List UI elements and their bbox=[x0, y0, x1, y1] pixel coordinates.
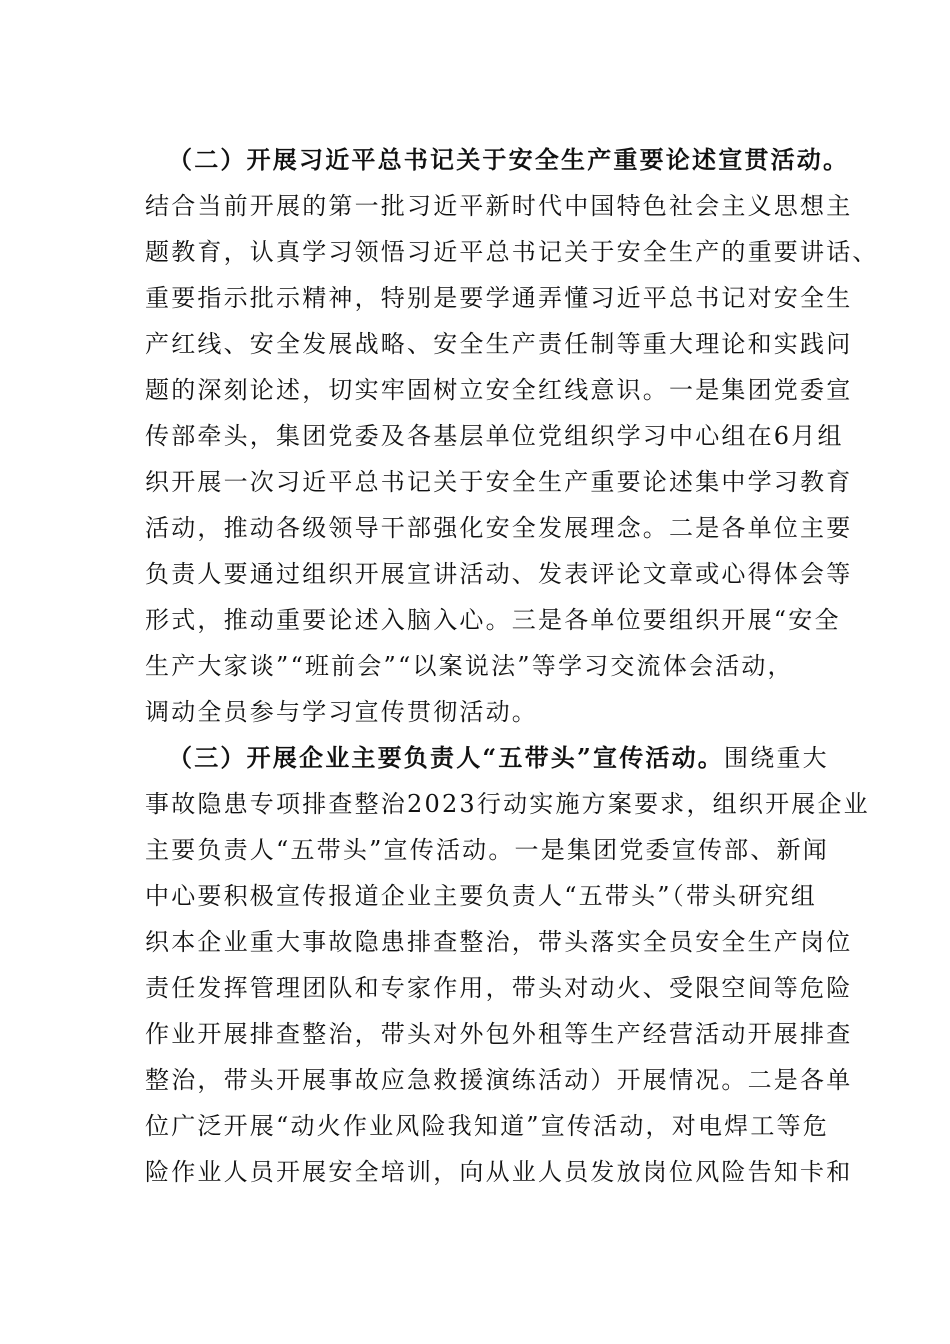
paragraph-line: 负责人要通过组织开展宣讲活动、发表评论文章或心得体会等 bbox=[145, 560, 853, 588]
paragraph-line: 形式，推动重要论述入脑入心。三是各单位要组织开展“安全 bbox=[145, 606, 841, 634]
section-3-heading-line bbox=[168, 741, 848, 775]
paragraph-line: 险作业人员开展安全培训，向从业人员发放岗位风险告知卡和 bbox=[145, 1158, 853, 1186]
paragraph-line: 传部牵头，集团党委及各基层单位党组织学习中心组在6月组 bbox=[145, 422, 844, 450]
section-2-heading: （二）开展习近平总书记关于安全生产重要论述宣贯活动。 bbox=[168, 145, 850, 174]
paragraph-line: 活动，推动各级领导干部强化安全发展理念。二是各单位主要 bbox=[145, 514, 853, 542]
paragraph-line: 生产大家谈”“班前会”“以案说法”等学习交流体会活动， bbox=[145, 652, 794, 680]
paragraph-line: 位广泛开展“动火作业风险我知道”宣传活动，对电焊工等危 bbox=[145, 1112, 829, 1140]
paragraph-line: 织本企业重大事故隐患排查整治，带头落实全员安全生产岗位 bbox=[145, 928, 853, 956]
paragraph-line: 事故隐患专项排查整治2023行动实施方案要求，组织开展企业 bbox=[145, 790, 870, 818]
paragraph-line: 整治，带头开展事故应急救援演练活动）开展情况。二是各单 bbox=[145, 1066, 853, 1094]
paragraph-line: 题教育，认真学习领悟习近平总书记关于安全生产的重要讲话、 bbox=[145, 238, 879, 266]
paragraph-line: 责任发挥管理团队和专家作用，带头对动火、受限空间等危险 bbox=[145, 974, 853, 1002]
paragraph-line: 主要负责人“五带头”宣传活动。一是集团党委宣传部、新闻 bbox=[145, 836, 829, 864]
paragraph-line: 题的深刻论述，切实牢固树立安全红线意识。一是集团党委宣 bbox=[145, 376, 853, 404]
section-3-heading-rest: 围绕重大 bbox=[724, 744, 829, 772]
paragraph-line: 作业开展排查整治，带头对外包外租等生产经营活动开展排查 bbox=[145, 1020, 853, 1048]
paragraph-line: 中心要积极宣传报道企业主要负责人“五带头”（带头研究组 bbox=[145, 882, 817, 910]
paragraph-line: 产红线、安全发展战略、安全生产责任制等重大理论和实践问 bbox=[145, 330, 853, 358]
paragraph-line: 织开展一次习近平总书记关于安全生产重要论述集中学习教育 bbox=[145, 468, 853, 496]
section-3-heading: （三）开展企业主要负责人“五带头”宣传活动。 bbox=[168, 743, 725, 772]
paragraph-line: 调动全员参与学习宣传贯彻活动。 bbox=[145, 698, 538, 726]
paragraph-line: 重要指示批示精神，特别是要学通弄懂习近平总书记对安全生 bbox=[145, 284, 853, 312]
paragraph-line: 结合当前开展的第一批习近平新时代中国特色社会主义思想主 bbox=[145, 192, 853, 220]
